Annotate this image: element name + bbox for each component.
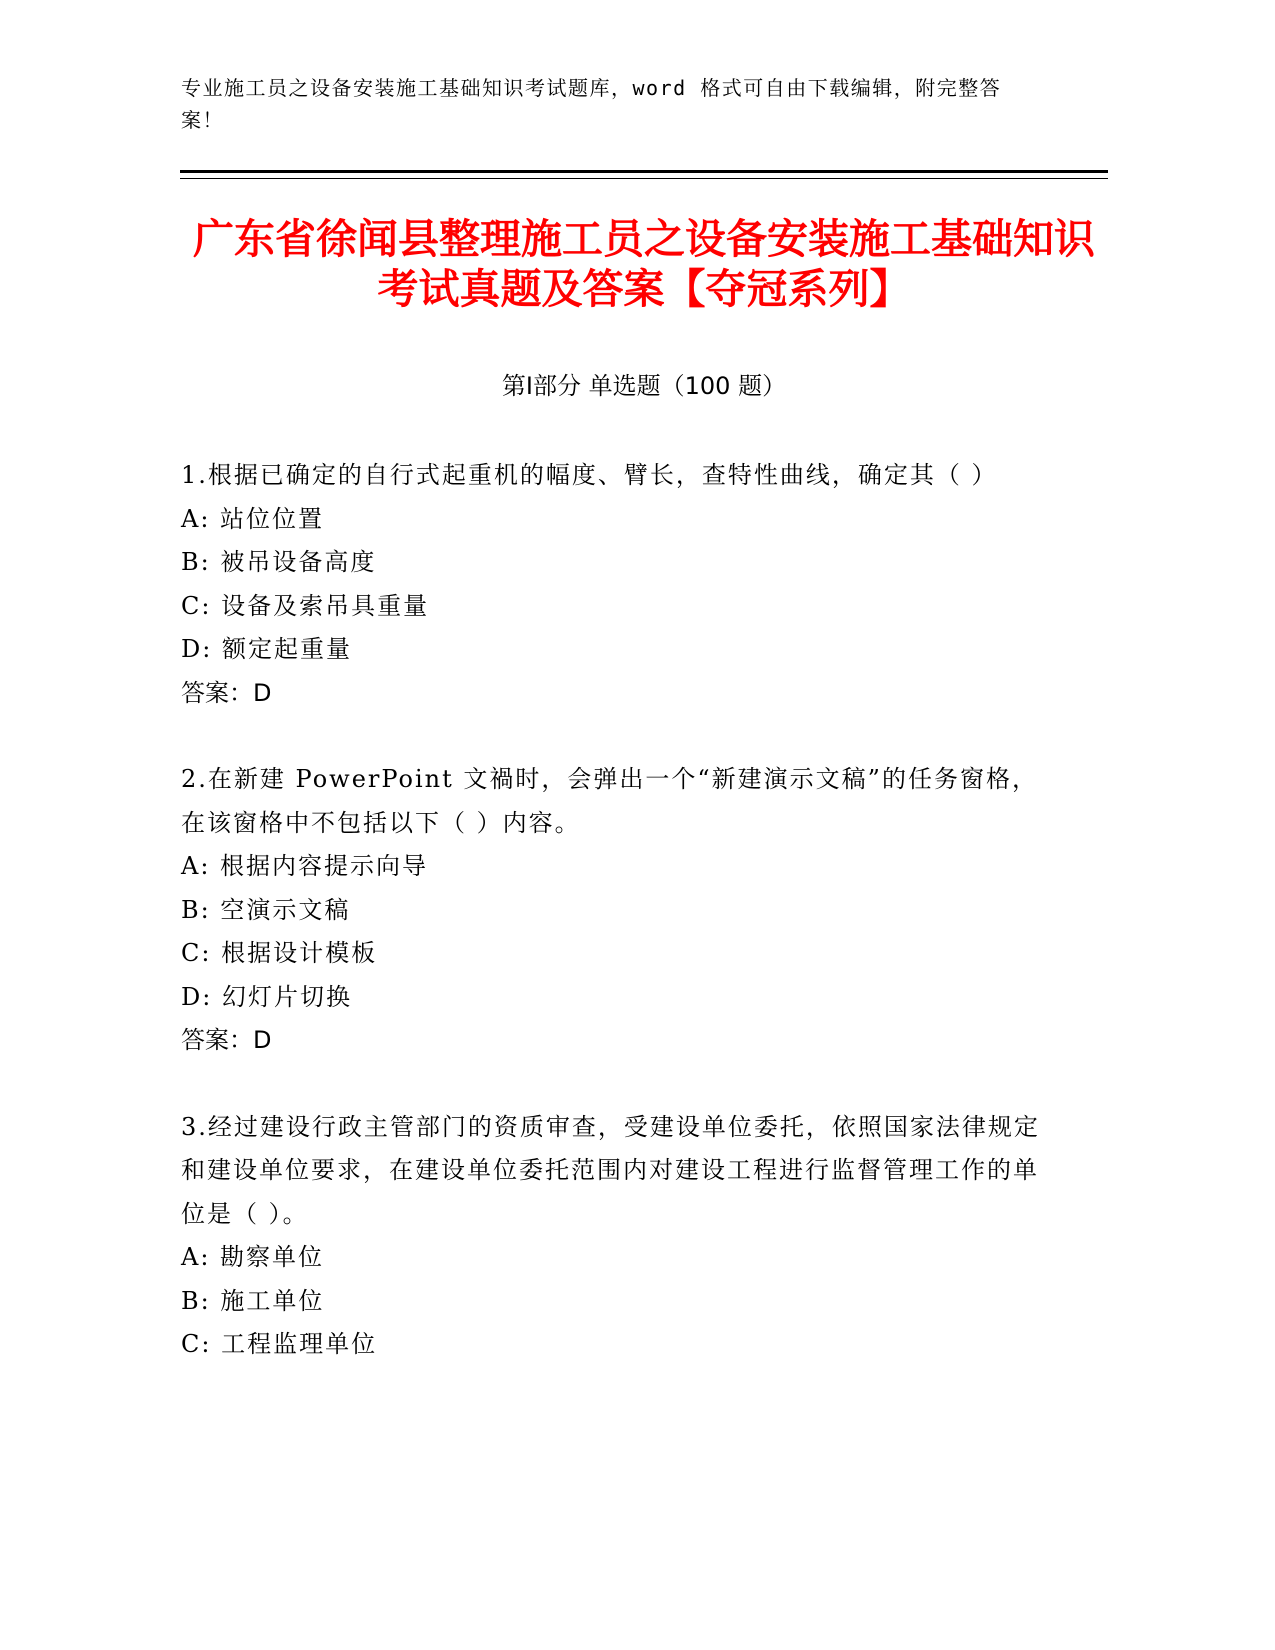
option-c: C: 设备及索吊具重量	[181, 591, 430, 620]
option-b: B: 被吊设备高度	[181, 548, 377, 576]
option-a: A: 勘察单位	[181, 1243, 325, 1271]
page-header: 专业施工员之设备安装施工基础知识考试题库，word 格式可自由下载编辑，附完整答案！	[181, 76, 1002, 132]
option-a: A: 根据内容提示向导	[181, 852, 429, 880]
question-list	[181, 454, 1041, 1410]
question-3	[181, 1106, 1041, 1367]
question-stem: 3.经过建设行政主管部门的资质审查，受建设单位委托，依照国家法律规定和建设单位要求，在建设单位委托范围内对建设工程进行监督管理工作的单位是（ ）。	[181, 1112, 1040, 1228]
section-title: 第Ⅰ部分 单选题（100 题）	[501, 372, 787, 400]
question-2	[181, 758, 1041, 1063]
option-a: A: 站位位置	[181, 504, 325, 533]
option-d: D: 额定起重量	[181, 635, 352, 663]
question-1	[181, 454, 1041, 715]
answer: 答案：D	[181, 1026, 272, 1054]
option-c: C: 工程监理单位	[181, 1330, 378, 1358]
option-b: B: 施工单位	[181, 1286, 325, 1315]
answer: 答案：D	[181, 678, 272, 707]
header-rule-thick	[180, 170, 1108, 173]
document-title: 广东省徐闻县整理施工员之设备安装施工基础知识考试真题及答案【夺冠系列】	[193, 215, 1095, 313]
option-c: C: 根据设计模板	[181, 939, 378, 967]
header-rule-thin	[180, 178, 1108, 179]
option-d: D: 幻灯片切换	[181, 982, 352, 1011]
option-b: B: 空演示文稿	[181, 895, 351, 924]
question-stem: 2.在新建 PowerPoint 文禍时，会弹出一个“新建演示文稿”的任务窗格，在该窗格中不包括以下（ ）内容。	[181, 765, 1038, 837]
question-stem: 1.根据已确定的自行式起重机的幅度、臂长，查特性曲线，确定其（ ）	[181, 461, 998, 489]
